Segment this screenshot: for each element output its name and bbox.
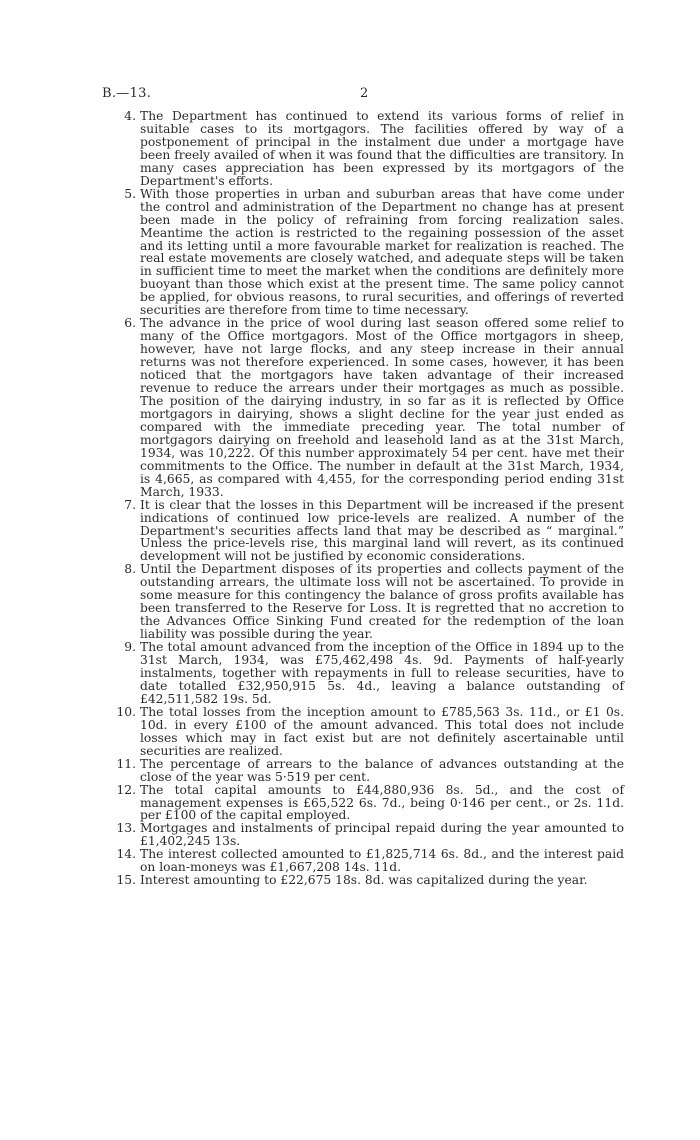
paragraph-7 [102,499,624,564]
paragraph-text: With those properties in urban and suburban areas that have come under the control and administration of the Department no change has at present been made in the policy of refraining from forcing realization sales. Meantime the action is restricted to the regaining possession of the asset and its letting until a more favourable market for realization is reached. The real estate movements are closely watched, and adequate steps will be taken in sufficient time to meet the market when the conditions are definitely more buoyant than those which exist at the present time. The same policy cannot be applied, for obvious reasons, to rural securities, and offerings of reverted securities are therefore from time to time necessary. [140,186,624,318]
paragraph-number: 5. [124,186,136,201]
paragraph-text: The total capital amounts to £44,880,936 8s. 5d., and the cost of management expenses is £65,522 6s. 7d., being 0·146 per cent., or 2s. 11d. per £100 of the capital employed. [140,782,624,823]
paragraph-number: 9. [124,640,136,655]
paragraph-text: The total losses from the inception amount to £785,563 3s. 11d., or £1 0s. 10d. in every £100 of the amount advanced. This total does not include losses which may in fact exist but are not definitely ascertainable until securities are realized. [140,704,624,758]
paragraph-15 [102,874,624,887]
paragraph-number: 12. [116,782,136,797]
paragraph-4 [102,110,624,188]
paragraph-8 [102,563,624,641]
paragraph-text: Mortgages and instalments of principal repaid during the year amounted to £1,402,245 13s. [140,821,624,849]
document-body [102,110,624,887]
paragraph-13 [102,822,624,848]
paragraph-number: 6. [124,316,136,331]
page-header [102,86,622,106]
paragraph-number: 10. [116,704,136,719]
document-reference: B.—13. [102,86,152,101]
paragraph-text: The total amount advanced from the inception of the Office in 1894 up to the 31st March, 1934, was £75,462,498 4s. 9d. Payments of half-yearly instalments, together with repayments in full to release securities, have to date totalled £32,950,915 5s. 4d., leaving a balance outstanding of £42,511,582 19s. 5d. [140,640,624,706]
paragraph-5 [102,188,624,318]
paragraph-14 [102,848,624,874]
paragraph-text: It is clear that the losses in this Department will be increased if the present indications of continued low price-levels are realized. A number of the Department's securities affects land that may be described as “ marginal.” Unless the price-levels rise, this marginal land will revert, as its continued development will not be justified by economic considerations. [140,497,624,564]
paragraph-text: The interest collected amounted to £1,825,714 6s. 8d., and the interest paid on loan-moneys was £1,667,208 14s. 11d. [140,847,624,875]
paragraph-number: 13. [116,821,136,836]
paragraph-number: 11. [116,756,136,771]
page-number: 2 [360,86,369,101]
paragraph-11 [102,758,624,784]
paragraph-number: 14. [116,847,136,862]
paragraph-number: 4. [124,109,136,123]
paragraph-text: Interest amounting to £22,675 18s. 8d. was capitalized during the year. [140,873,588,888]
paragraph-text: The percentage of arrears to the balance of advances outstanding at the close of the year was 5·519 per cent. [140,756,624,784]
paragraph-9 [102,641,624,706]
paragraph-text: The advance in the price of wool during last season offered some relief to many of the Office mortgagors. Most of the Office mortgagors in sheep, however, have not large flocks, and any steep increase in their annual returns was not therefore experienced. In some cases, however, it has been noticed that the mortgagors have taken advantage of their increased revenue to reduce the arrears under their mortgages as much as possible. The position of the dairying industry, in so far as it is reflected by Office mortgagors in dairying, shows a slight decline for the year just ended as compared with the immediate preceding year. The total number of mortgagors dairying on freehold and leasehold land as at the 31st March, 1934, was 10,222. Of this number approximately 54 per cent. have met their commitments to the Office. The number in default at the 31st March, 1934, is 4,665, as compared with 4,455, for the corresponding period ending 31st March, 1933. [140,316,624,499]
paragraph-10 [102,706,624,758]
paragraph-text: The Department has continued to extend its various forms of relief in suitable cases to its mortgagors. The facilities offered by way of a postponement of principal in the instalment due under a mortgage have been freely availed of when it was found that the difficulties are transitory. In many cases appreciation has been expressed by its mortgagors of the Department's efforts. [140,109,624,188]
paragraph-number: 7. [124,497,136,512]
paragraph-number: 8. [124,562,136,577]
paragraph-number: 15. [116,873,136,888]
paragraph-12 [102,784,624,823]
paragraph-text: Until the Department disposes of its properties and collects payment of the outstanding arrears, the ultimate loss will not be ascertained. To provide in some measure for this contingency the balance of gross profits available has been transferred to the Reserve for Loss. It is regretted that no accretion to the Advances Office Sinking Fund created for the redemption of the loan liability was possible during the year. [140,562,624,642]
paragraph-6 [102,317,624,498]
